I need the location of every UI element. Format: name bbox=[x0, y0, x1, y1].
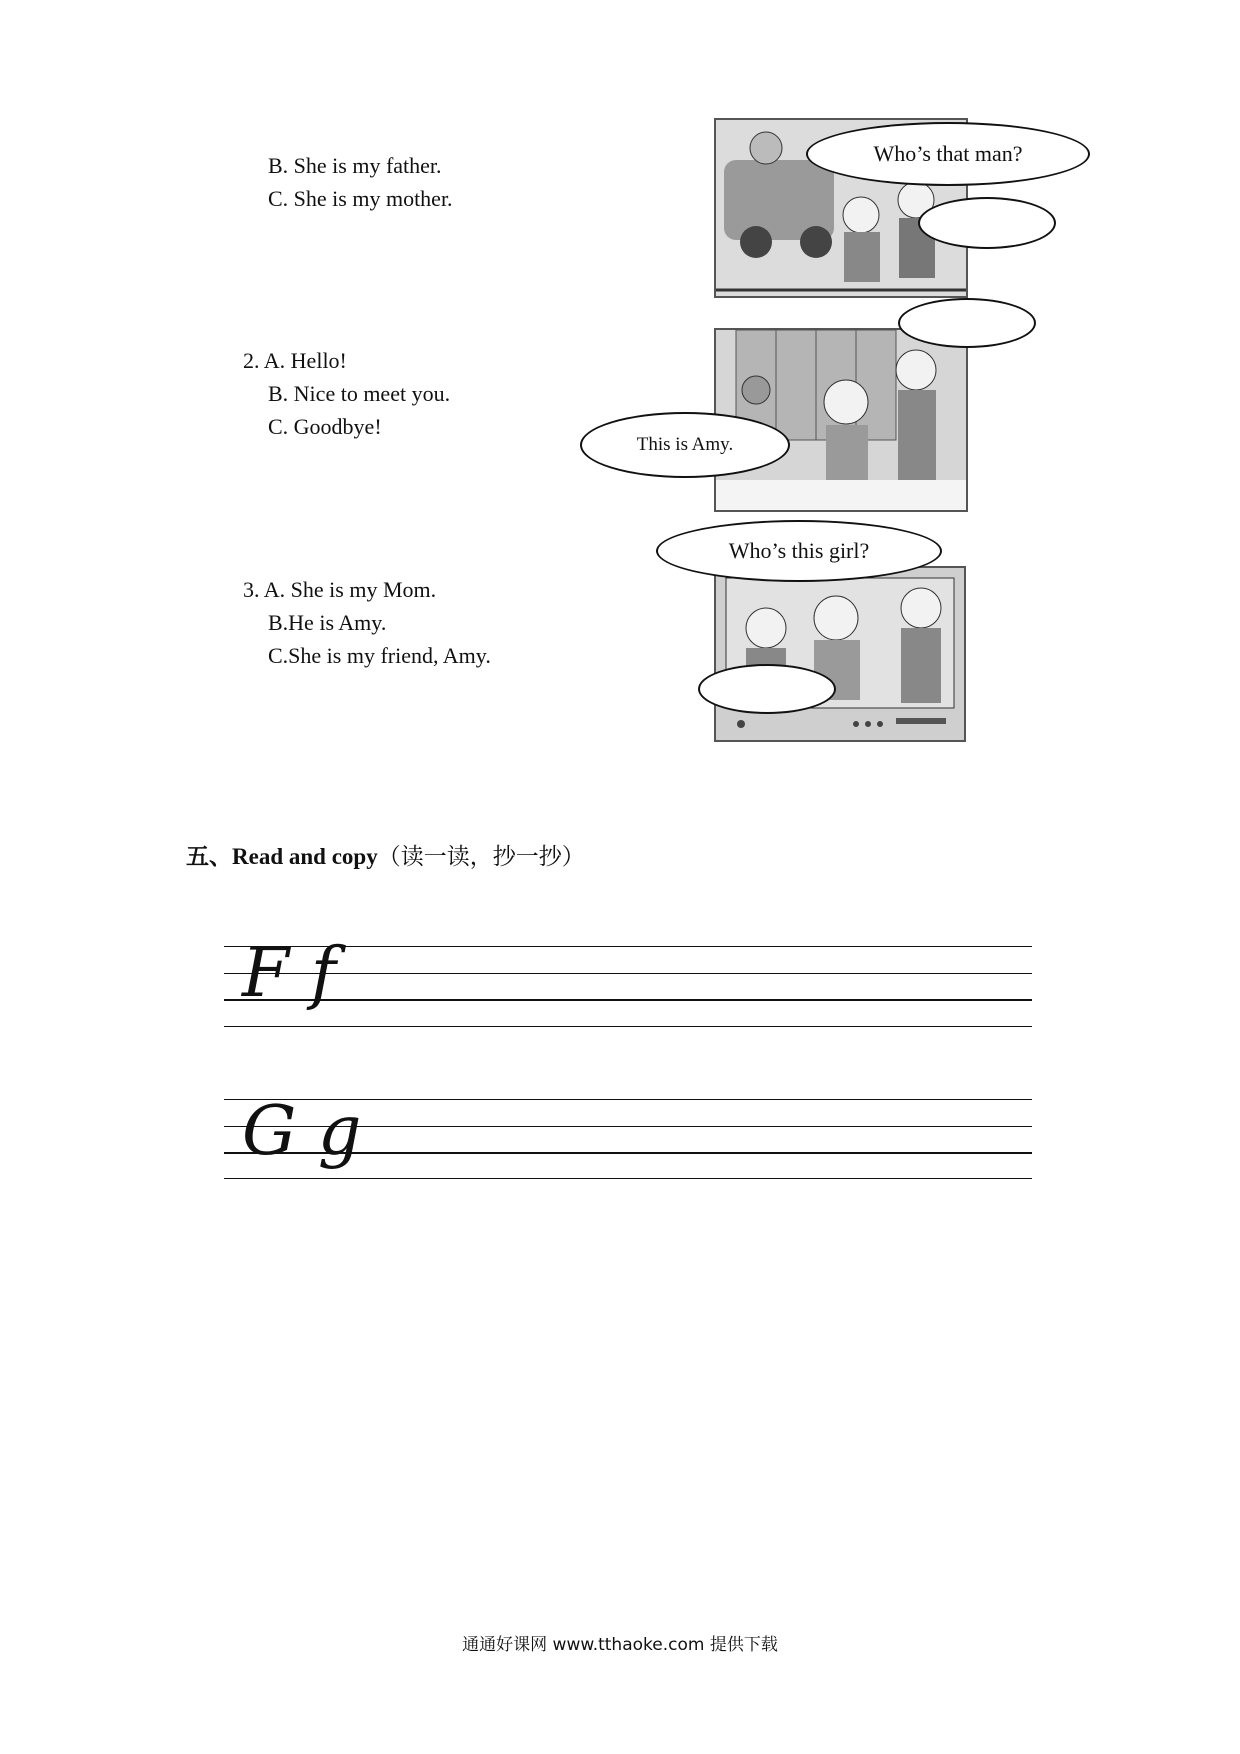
q1-option-c: C. She is my mother. bbox=[268, 186, 453, 211]
q3-option-b: B.He is Amy. bbox=[268, 610, 387, 635]
writing-line bbox=[224, 973, 1032, 974]
q2-speech-bubble-empty bbox=[898, 298, 1036, 348]
q2-option-c: C. Goodbye! bbox=[268, 414, 382, 439]
writing-line bbox=[224, 946, 1032, 947]
q2-option-a: 2. A. Hello! bbox=[243, 348, 347, 373]
footer-source: 通通好课网 www.tthaoke.com 提供下载 bbox=[462, 1635, 778, 1655]
q1-speech-bubble-empty bbox=[918, 197, 1056, 249]
letter-sample-ff: F f bbox=[242, 934, 336, 1013]
letter-sample-gg: G g bbox=[242, 1092, 362, 1171]
section-five-title-cn: （读一读，抄一抄） bbox=[377, 844, 585, 869]
writing-line bbox=[224, 1178, 1032, 1179]
q2-option-b: B. Nice to meet you. bbox=[268, 381, 451, 406]
section-five-title bbox=[186, 838, 585, 871]
writing-line bbox=[224, 1026, 1032, 1027]
section-five-number: 五、 bbox=[186, 844, 232, 869]
q1-option-b: B. She is my father. bbox=[268, 153, 442, 178]
q1-speech-bubble-question: Who’s that man? bbox=[806, 122, 1090, 186]
q3-option-c: C.She is my friend, Amy. bbox=[268, 643, 491, 668]
q3-tv-illustration bbox=[714, 566, 966, 742]
writing-baseline bbox=[224, 999, 1032, 1001]
q2-speech-bubble-statement: This is Amy. bbox=[580, 412, 790, 478]
q3-option-a: 3. A. She is my Mom. bbox=[243, 577, 437, 602]
section-five-title-en: Read and copy bbox=[232, 844, 378, 869]
q3-speech-bubble-empty bbox=[698, 664, 836, 714]
q3-speech-bubble-question: Who’s this girl? bbox=[656, 520, 942, 582]
